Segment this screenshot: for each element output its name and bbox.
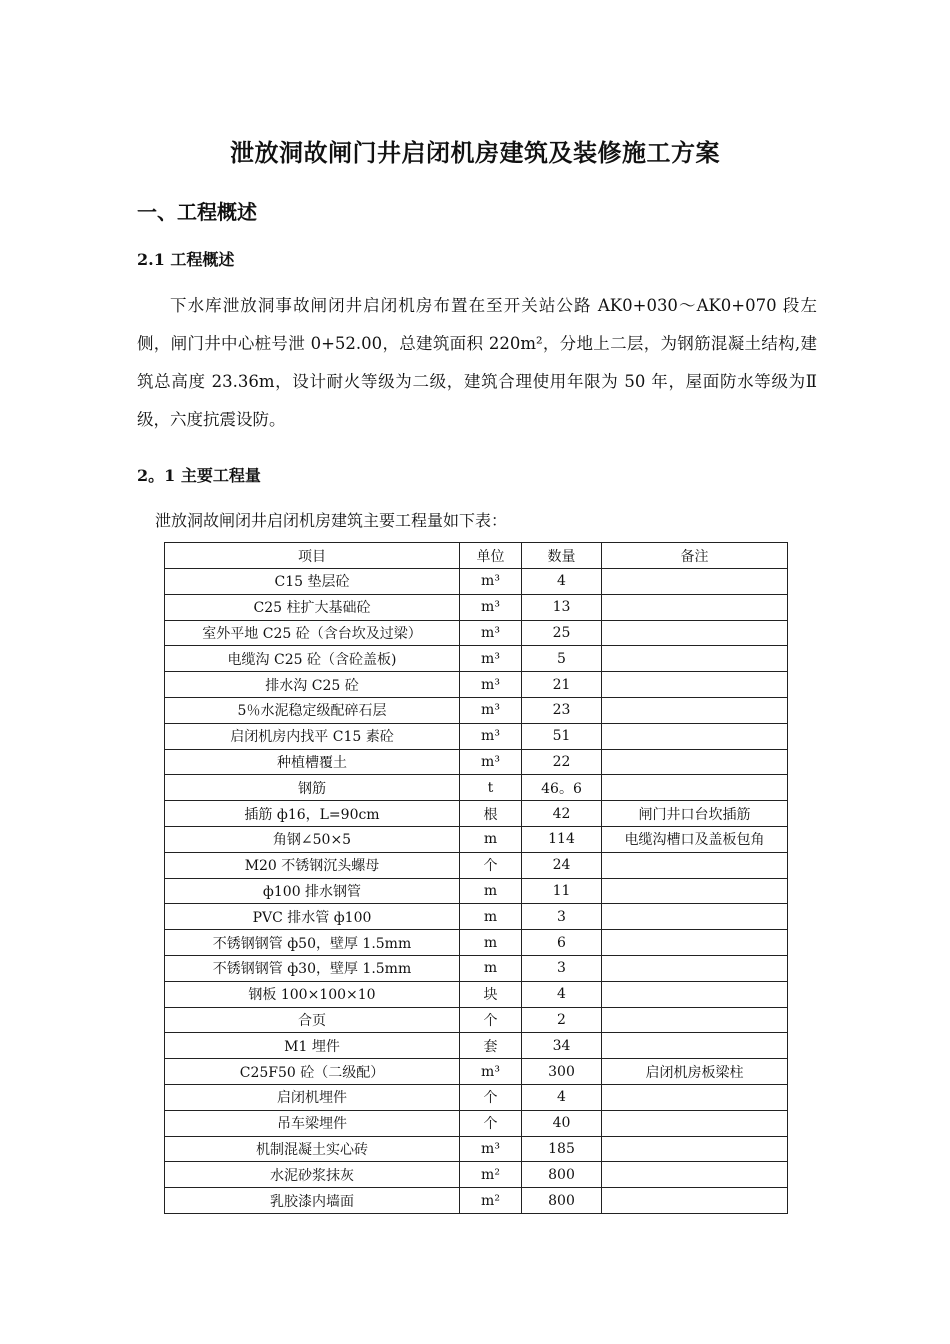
table-row [165,930,788,956]
table-row [165,955,788,981]
cell-unit: m [460,826,522,852]
cell-remarks [602,569,788,595]
cell-item: C25 柱扩大基础砼 [165,594,460,620]
cell-remarks [602,775,788,801]
table-row [165,749,788,775]
table-row [165,904,788,930]
subsection-heading-overview: 2.1 工程概述 [137,250,235,269]
cell-item: M1 埋件 [165,1033,460,1059]
table-row [165,981,788,1007]
cell-item: 乳胶漆内墙面 [165,1188,460,1214]
cell-remarks: 电缆沟槽口及盖板包角 [602,826,788,852]
cell-unit: m² [460,1162,522,1188]
cell-remarks [602,697,788,723]
table-row [165,775,788,801]
cell-unit: m³ [460,646,522,672]
cell-unit: 块 [460,981,522,1007]
cell-unit: m³ [460,1136,522,1162]
cell-remarks [602,1084,788,1110]
cell-item: 不锈钢钢管 ф30，壁厚 1.5mm [165,955,460,981]
cell-item: 合页 [165,1007,460,1033]
cell-item: 启闭机房内找平 C15 素砼 [165,723,460,749]
cell-unit: 个 [460,852,522,878]
cell-item: 钢板 100×100×10 [165,981,460,1007]
cell-remarks [602,981,788,1007]
table-row [165,672,788,698]
cell-unit: m³ [460,723,522,749]
cell-unit: m³ [460,1059,522,1085]
cell-remarks [602,1110,788,1136]
cell-item: 插筋 ф16，L=90cm [165,801,460,827]
table-row [165,1033,788,1059]
cell-remarks [602,1007,788,1033]
cell-unit: m² [460,1188,522,1214]
table-row [165,1136,788,1162]
table-row [165,1084,788,1110]
subsection-heading-quantities: 2。1 主要工程量 [137,466,261,485]
cell-quantity: 4 [522,1084,602,1110]
cell-unit: m [460,878,522,904]
table-row [165,1188,788,1214]
cell-quantity: 51 [522,723,602,749]
cell-remarks [602,1136,788,1162]
table-row [165,1007,788,1033]
cell-remarks: 闸门井口台坎插筋 [602,801,788,827]
cell-quantity: 24 [522,852,602,878]
cell-unit: t [460,775,522,801]
header-unit: 单位 [460,543,522,569]
cell-unit: m³ [460,594,522,620]
cell-item: 钢筋 [165,775,460,801]
cell-item: C25F50 砼（二级配） [165,1059,460,1085]
cell-remarks [602,1162,788,1188]
cell-quantity: 4 [522,569,602,595]
cell-unit: m [460,955,522,981]
table-row [165,826,788,852]
cell-item: 不锈钢钢管 ф50，壁厚 1.5mm [165,930,460,956]
cell-unit: m³ [460,749,522,775]
table-row [165,620,788,646]
cell-remarks [602,955,788,981]
cell-remarks [602,904,788,930]
table-row [165,1162,788,1188]
cell-item: PVC 排水管 ф100 [165,904,460,930]
cell-remarks [602,1188,788,1214]
cell-item: 水泥砂浆抹灰 [165,1162,460,1188]
cell-unit: 套 [460,1033,522,1059]
table-row [165,1110,788,1136]
cell-item: 种植槽覆土 [165,749,460,775]
table-row [165,646,788,672]
cell-remarks [602,878,788,904]
cell-item: C15 垫层砼 [165,569,460,595]
document-title: 泄放洞故闸门井启闭机房建筑及装修施工方案 [230,138,720,167]
table-row [165,594,788,620]
cell-quantity: 5 [522,646,602,672]
cell-unit: m³ [460,697,522,723]
cell-remarks [602,672,788,698]
cell-unit: m³ [460,672,522,698]
cell-remarks [602,723,788,749]
cell-item: 5％水泥稳定级配碎石层 [165,697,460,723]
cell-quantity: 6 [522,930,602,956]
table-row [165,878,788,904]
quantities-table [164,542,788,1214]
table-row [165,723,788,749]
cell-unit: m [460,930,522,956]
header-quantity: 数量 [522,543,602,569]
table-header-row [165,543,788,569]
cell-quantity: 2 [522,1007,602,1033]
cell-item: 电缆沟 C25 砼（含砼盖板) [165,646,460,672]
table-row [165,697,788,723]
table-body [165,569,788,1214]
cell-item: 角钢∠50×5 [165,826,460,852]
cell-remarks [602,1033,788,1059]
cell-remarks [602,620,788,646]
cell-unit: m³ [460,569,522,595]
cell-unit: m³ [460,620,522,646]
cell-remarks [602,930,788,956]
cell-item: 启闭机埋件 [165,1084,460,1110]
cell-quantity: 300 [522,1059,602,1085]
header-item: 项目 [165,543,460,569]
cell-item: 排水沟 C25 砼 [165,672,460,698]
cell-unit: 个 [460,1110,522,1136]
cell-quantity: 3 [522,904,602,930]
cell-quantity: 21 [522,672,602,698]
table-row [165,852,788,878]
table-intro-text: 泄放洞故闸闭井启闭机房建筑主要工程量如下表： [155,511,508,530]
cell-remarks: 启闭机房板梁柱 [602,1059,788,1085]
cell-remarks [602,646,788,672]
cell-unit: 根 [460,801,522,827]
cell-quantity: 23 [522,697,602,723]
section-heading-overview: 一、工程概述 [137,200,257,224]
cell-quantity: 3 [522,955,602,981]
cell-quantity: 13 [522,594,602,620]
table-row [165,801,788,827]
cell-remarks [602,594,788,620]
cell-quantity: 800 [522,1188,602,1214]
cell-quantity: 46。6 [522,775,602,801]
table-row [165,1059,788,1085]
cell-item: 室外平地 C25 砼（含台坎及过梁） [165,620,460,646]
cell-unit: 个 [460,1084,522,1110]
cell-quantity: 34 [522,1033,602,1059]
header-remarks: 备注 [602,543,788,569]
cell-remarks [602,852,788,878]
cell-unit: m [460,904,522,930]
table-row [165,569,788,595]
cell-quantity: 42 [522,801,602,827]
cell-quantity: 185 [522,1136,602,1162]
cell-unit: 个 [460,1007,522,1033]
cell-quantity: 22 [522,749,602,775]
cell-quantity: 11 [522,878,602,904]
cell-item: M20 不锈钢沉头螺母 [165,852,460,878]
cell-item: ф100 排水钢管 [165,878,460,904]
cell-quantity: 800 [522,1162,602,1188]
cell-quantity: 4 [522,981,602,1007]
cell-remarks [602,749,788,775]
overview-paragraph: 下水库泄放洞事故闸闭井启闭机房布置在至开关站公路 AK0+030～AK0+070 段左侧，闸门井中心桩号泄 0+52.00，总建筑面积 220m²，分地上二层，为钢筋混凝土结构,建筑总高度 23.36m，设计耐火等级为二级，建筑合理使用年限为 50 年，屋面防水等级为Ⅱ级，六度抗震设防。 [137,296,817,429]
cell-item: 吊车梁埋件 [165,1110,460,1136]
cell-quantity: 25 [522,620,602,646]
cell-item: 机制混凝土实心砖 [165,1136,460,1162]
cell-quantity: 40 [522,1110,602,1136]
cell-quantity: 114 [522,826,602,852]
